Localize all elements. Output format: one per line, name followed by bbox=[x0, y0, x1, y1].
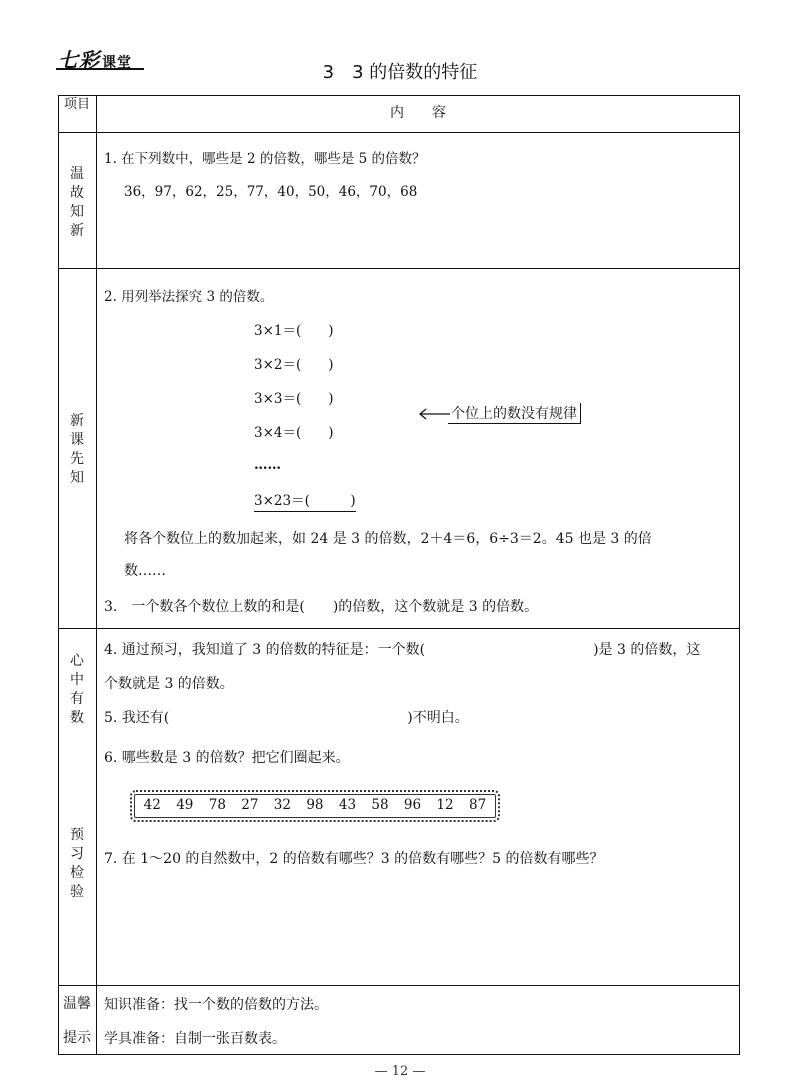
question-1-numbers: 36，97，62，25，77，40，50，46，70，68 bbox=[124, 184, 418, 200]
question-1: 1. 在下列数中，哪些是 2 的倍数，哪些是 5 的倍数？ bbox=[104, 151, 426, 167]
section-insight: 心中有数 bbox=[70, 653, 84, 726]
question-6: 6. 哪些数是 3 的倍数？把它们圈起来。 bbox=[104, 750, 350, 766]
row-divider bbox=[58, 628, 740, 629]
page-number: — 12 — bbox=[374, 1064, 426, 1079]
header-item: 项目 bbox=[63, 97, 90, 112]
tip-tools: 学具准备：自制一张百数表。 bbox=[104, 1031, 286, 1047]
callout-no-pattern: 个位上的数没有规律 bbox=[448, 403, 581, 424]
number-item[interactable]: 58 bbox=[371, 797, 389, 813]
multiplication-row-last: 3×23＝( ) bbox=[254, 492, 356, 512]
logo-underline bbox=[56, 68, 144, 70]
explanation-line-2: 数…… bbox=[124, 563, 166, 579]
number-item[interactable]: 27 bbox=[241, 797, 259, 813]
section-check: 预习检验 bbox=[70, 827, 84, 900]
number-item[interactable]: 42 bbox=[143, 797, 161, 813]
left-arrow-icon bbox=[418, 406, 450, 422]
section-new-lesson: 新课先知 bbox=[70, 413, 84, 486]
section-tips-top: 温馨 bbox=[63, 996, 91, 1012]
explanation-line-1: 将各个数位上的数加起来，如 24 是 3 的倍数，2＋4＝6，6÷3＝2。45 也是 3 的倍 bbox=[124, 531, 652, 547]
logo-main: 七彩 bbox=[58, 48, 100, 72]
header-content: 内 容 bbox=[390, 105, 446, 121]
tip-knowledge: 知识准备：找一个数的倍数的方法。 bbox=[104, 997, 328, 1013]
number-item[interactable]: 32 bbox=[273, 797, 291, 813]
number-item[interactable]: 49 bbox=[176, 797, 194, 813]
question-2: 2. 用列举法探究 3 的倍数。 bbox=[104, 289, 274, 305]
multiplication-row: 3×4＝( ) bbox=[254, 425, 334, 441]
section-tips-bottom: 提示 bbox=[63, 1030, 91, 1046]
question-7: 7. 在 1～20 的自然数中，2 的倍数有哪些？3 的倍数有哪些？5 的倍数有哪些？ bbox=[104, 851, 604, 867]
number-item[interactable]: 87 bbox=[468, 797, 487, 813]
multiplication-row: 3×2＝( ) bbox=[254, 357, 334, 373]
multiplication-row: 3×1＝( ) bbox=[254, 323, 334, 339]
logo-sub: 课堂 bbox=[102, 55, 132, 71]
number-item[interactable]: 78 bbox=[208, 797, 226, 813]
number-list bbox=[130, 797, 500, 813]
question-4-line-1: 4. 通过预习，我知道了 3 的倍数的特征是：一个数( )是 3 的倍数，这 bbox=[104, 642, 701, 658]
row-divider bbox=[58, 985, 740, 986]
row-divider bbox=[58, 132, 740, 133]
section-review: 温故知新 bbox=[70, 166, 84, 239]
multiplication-row: 3×3＝( ) bbox=[254, 391, 334, 407]
question-4-line-2: 个数就是 3 的倍数。 bbox=[104, 676, 234, 692]
row-divider bbox=[58, 268, 740, 269]
number-item[interactable]: 96 bbox=[403, 797, 422, 813]
question-3: 3. 一个数各个数位上数的和是( )的倍数，这个数就是 3 的倍数。 bbox=[104, 599, 539, 615]
number-item[interactable]: 43 bbox=[338, 797, 357, 813]
ellipsis-row: …… bbox=[254, 457, 281, 473]
number-item[interactable]: 12 bbox=[436, 797, 454, 813]
column-divider bbox=[96, 95, 97, 1055]
question-5: 5. 我还有( )不明白。 bbox=[104, 710, 469, 726]
page-title: 3 3 的倍数的特征 bbox=[322, 62, 478, 83]
number-item[interactable]: 98 bbox=[306, 797, 324, 813]
